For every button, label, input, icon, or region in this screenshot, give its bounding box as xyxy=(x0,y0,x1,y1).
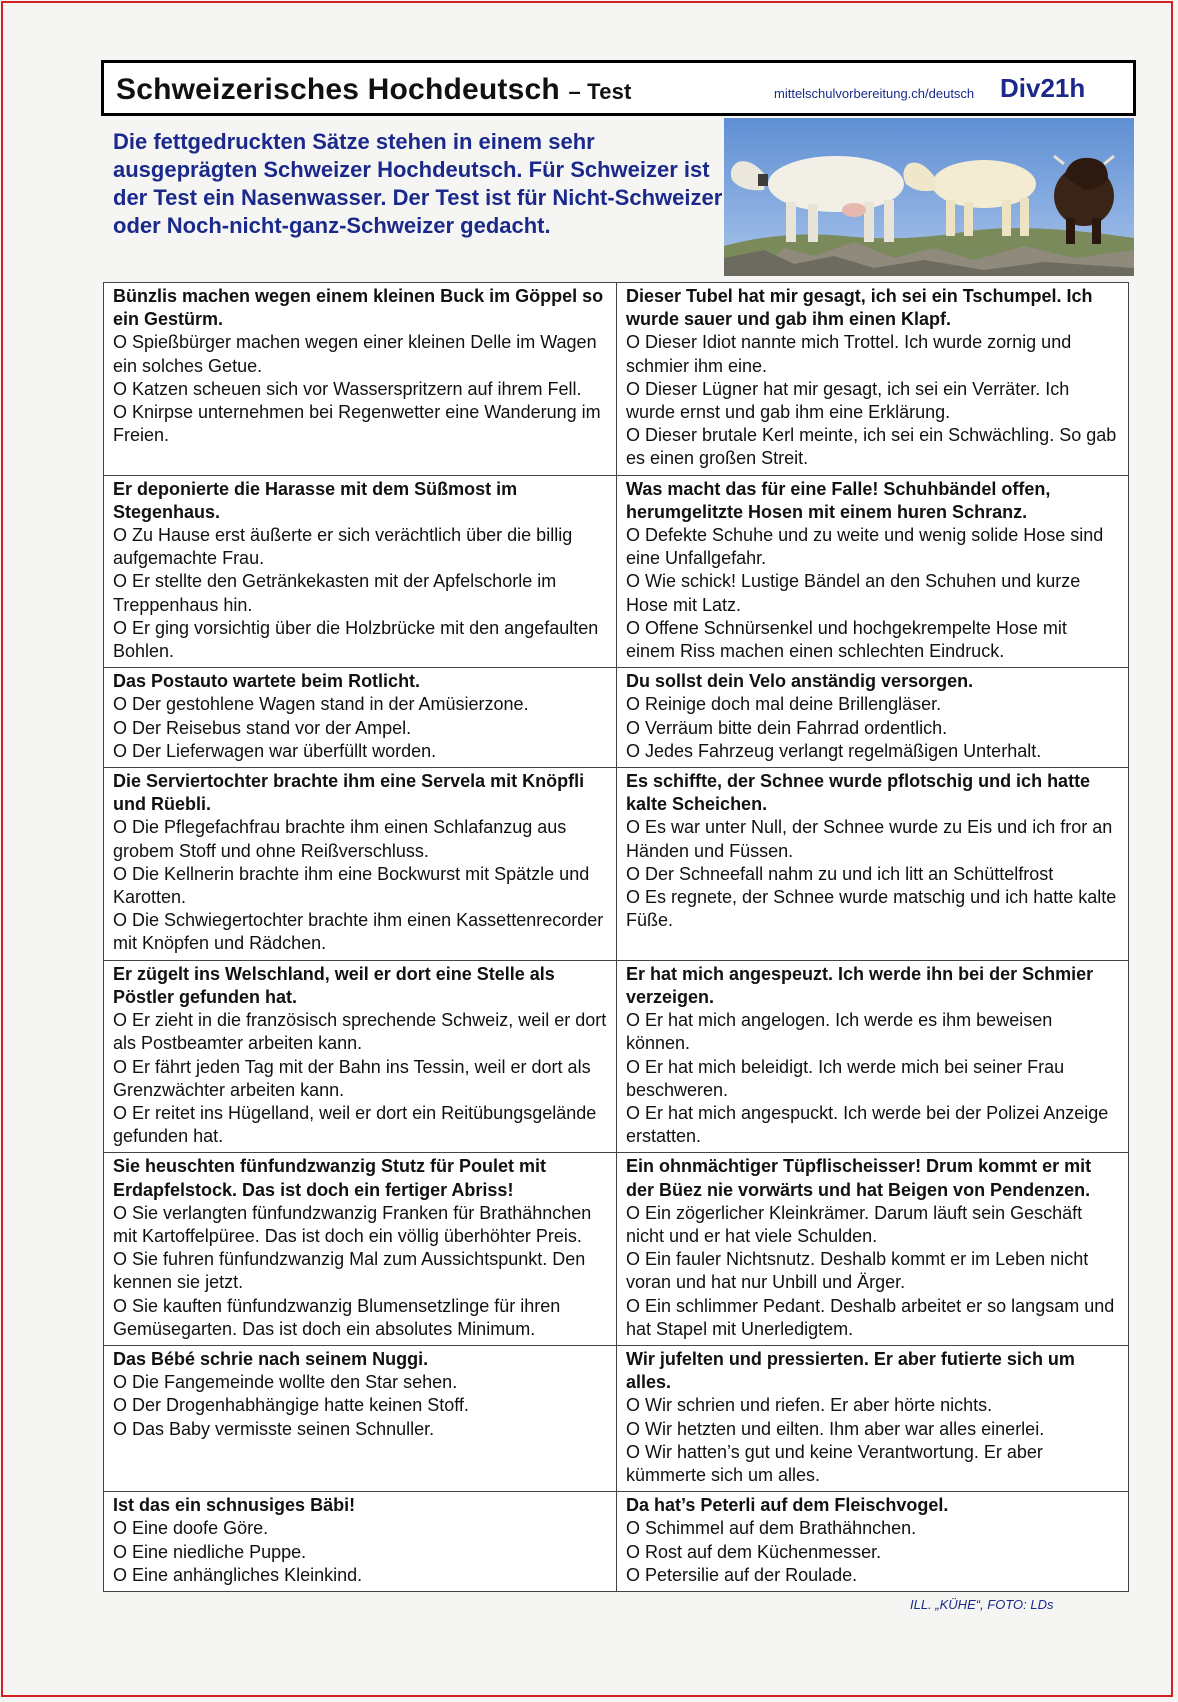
answer-option[interactable]: O Jedes Fahrzeug verlangt regelmäßigen Unterhalt. xyxy=(626,740,1042,761)
quiz-question: Sie heuschten fünfundzwanzig Stutz für Poulet mit Erdapfelstock. Das ist doch ein fertiger Abriss! xyxy=(113,1156,546,1200)
answer-option[interactable]: O Spießbürger machen wegen einer kleinen Delle im Wagen ein solches Getue. xyxy=(113,332,597,376)
answer-option[interactable]: O Er hat mich beleidigt. Ich werde mich bei seiner Frau beschweren. xyxy=(626,1056,1065,1100)
quiz-item xyxy=(616,961,1128,1153)
title-box xyxy=(101,60,1136,116)
answer-option[interactable]: O Dieser Idiot nannte mich Trottel. Ich wurde zornig und schmier ihm eine. xyxy=(626,332,1072,376)
answer-option[interactable]: O Wir schrien und riefen. Er aber hörte nichts. xyxy=(626,1395,993,1416)
quiz-item xyxy=(616,1346,1128,1491)
answer-option[interactable]: O Knirpse unternehmen bei Regenwetter eine Wanderung im Freien. xyxy=(113,402,601,446)
answer-option[interactable]: O Dieser Lügner hat mir gesagt, ich sei ein Verräter. Ich wurde ernst und gab ihm eine Erklärung. xyxy=(626,378,1070,423)
answer-option[interactable]: O Verräum bitte dein Fahrrad ordentlich. xyxy=(626,717,948,738)
quiz-item xyxy=(616,668,1128,767)
worksheet-code: Div21h xyxy=(1000,73,1086,103)
answer-option[interactable]: O Wie schick! Lustige Bändel an den Schuhen und kurze Hose mit Latz. xyxy=(626,571,1081,615)
answer-option[interactable]: O Eine niedliche Puppe. xyxy=(113,1541,307,1562)
answer-option[interactable]: O Ein zögerlicher Kleinkrämer. Darum läuft sein Geschäft nicht und er hat viele Schulden. xyxy=(626,1202,1083,1246)
quiz-row xyxy=(104,960,1128,1153)
quiz-item xyxy=(104,476,616,668)
quiz-table xyxy=(103,282,1129,1592)
quiz-item xyxy=(616,476,1128,668)
answer-option[interactable]: O Das Baby vermisste seinen Schnuller. xyxy=(113,1418,435,1439)
quiz-question: Bünzlis machen wegen einem kleinen Buck im Göppel so ein Gestürm. xyxy=(113,286,604,330)
answer-option[interactable]: O Sie kauften fünfundzwanzig Blumensetzlinge für ihren Gemüsegarten. Das ist doch ein absolutes Minimum. xyxy=(113,1295,561,1339)
answer-option[interactable]: O Katzen scheuen sich vor Wasserspritzern auf ihrem Fell. xyxy=(113,378,582,399)
title-main: Schweizerisches Hochdeutsch xyxy=(116,73,560,106)
answer-option[interactable]: O Defekte Schuhe und zu weite und wenig solide Hose sind eine Unfallgefahr. xyxy=(626,525,1104,569)
answer-option[interactable]: O Er zieht in die französisch sprechende Schweiz, weil er dort als Postbeamter arbeiten kann. xyxy=(113,1010,607,1054)
answer-option[interactable]: O Wir hatten’s gut und keine Verantwortung. Er aber kümmerte sich um alles. xyxy=(626,1441,1043,1485)
quiz-question: Es schiffte, der Schnee wurde pflotschig und ich hatte kalte Scheichen. xyxy=(626,771,1091,815)
answer-option[interactable]: O Eine anhängliches Kleinkind. xyxy=(113,1564,363,1585)
quiz-question: Da hat’s Peterli auf dem Fleischvogel. xyxy=(626,1495,949,1516)
answer-option[interactable]: O Sie fuhren fünfundzwanzig Mal zum Aussichtspunkt. Den kennen sie jetzt. xyxy=(113,1249,586,1293)
quiz-item xyxy=(104,1492,616,1591)
quiz-item xyxy=(104,668,616,767)
quiz-item xyxy=(616,768,1128,960)
photo-credit: ILL. „KÜHE“, FOTO: LDs xyxy=(910,1597,1054,1612)
answer-option[interactable]: O Petersilie auf der Roulade. xyxy=(626,1564,858,1585)
intro-text: Die fettgedruckten Sätze stehen in einem sehr ausgeprägten Schweizer Hochdeutsch. Für Schweizer ist der Test ein Nasenwasser. Der Test ist für Nicht-Schweizer oder Noch-nicht-ganz-Schweizer gedacht. xyxy=(113,129,723,238)
cows-photo xyxy=(724,118,1134,276)
answer-option[interactable]: O Der Schneefall nahm zu und ich litt an Schüttelfrost xyxy=(626,863,1054,884)
answer-option[interactable]: O Schimmel auf dem Brathähnchen. xyxy=(626,1518,917,1539)
quiz-question: Was macht das für eine Falle! Schuhbändel offen, herumgelitzte Hosen mit einem huren Schranz. xyxy=(626,478,1051,522)
quiz-item xyxy=(104,961,616,1153)
page-title xyxy=(116,73,632,107)
quiz-question: Die Serviertochter brachte ihm eine Servela mit Knöpfli und Rüebli. xyxy=(113,771,585,815)
answer-option[interactable]: O Die Schwiegertochter brachte ihm einen Kassettenrecorder mit Knöpfen und Rädchen. xyxy=(113,910,604,954)
answer-option[interactable]: O Ein fauler Nichtsnutz. Deshalb kommt er im Leben nicht voran und hat nur Unbill und Ärger. xyxy=(626,1249,1089,1293)
quiz-item xyxy=(616,283,1128,475)
quiz-question: Du sollst dein Velo anständig versorgen. xyxy=(626,671,974,692)
answer-option[interactable]: O Es regnete, der Schnee wurde matschig und ich hatte kalte Füße. xyxy=(626,887,1117,931)
answer-option[interactable]: O Ein schlimmer Pedant. Deshalb arbeitet er so langsam und hat Stapel mit Unerledigtem. xyxy=(626,1295,1115,1339)
quiz-row xyxy=(104,1152,1128,1345)
quiz-question: Er deponierte die Harasse mit dem Süßmost im Stegenhaus. xyxy=(113,478,518,522)
answer-option[interactable]: O Wir hetzten und eilten. Ihm aber war alles einerlei. xyxy=(626,1418,1045,1439)
quiz-row xyxy=(104,283,1128,475)
answer-option[interactable]: O Der gestohlene Wagen stand in der Amüsierzone. xyxy=(113,694,529,715)
source-url[interactable]: mittelschulvorbereitung.ch/deutsch xyxy=(774,86,975,101)
answer-option[interactable]: O Sie verlangten fünfundzwanzig Franken für Brathähnchen mit Kartoffelpüree. Das ist doch ein völlig überhöhter Preis. xyxy=(113,1202,592,1246)
answer-option[interactable]: O Reinige doch mal deine Brillengläser. xyxy=(626,694,942,715)
answer-option[interactable]: O Der Lieferwagen war überfüllt worden. xyxy=(113,740,437,761)
quiz-question: Das Bébé schrie nach seinem Nuggi. xyxy=(113,1348,429,1369)
answer-option[interactable]: O Er ging vorsichtig über die Holzbrücke mit den angefaulten Bohlen. xyxy=(113,617,599,662)
quiz-row xyxy=(104,767,1128,960)
quiz-question: Dieser Tubel hat mir gesagt, ich sei ein Tschumpel. Ich wurde sauer und gab ihm einen Klapf. xyxy=(626,286,1093,330)
quiz-item xyxy=(104,1346,616,1491)
quiz-question: Er hat mich angespeuzt. Ich werde ihn bei der Schmier verzeigen. xyxy=(626,963,1094,1007)
quiz-row xyxy=(104,1345,1128,1491)
quiz-question: Wir jufelten und pressierten. Er aber futierte sich um alles. xyxy=(626,1348,1075,1393)
quiz-item xyxy=(616,1153,1128,1345)
answer-option[interactable]: O Er hat mich angelogen. Ich werde es ihm beweisen können. xyxy=(626,1010,1053,1054)
answer-option[interactable]: O Die Fangemeinde wollte den Star sehen. xyxy=(113,1372,458,1393)
answer-option[interactable]: O Er fährt jeden Tag mit der Bahn ins Tessin, weil er dort als Grenzwächter arbeiten kann. xyxy=(113,1056,591,1100)
quiz-item xyxy=(104,768,616,960)
answer-option[interactable]: O Eine doofe Göre. xyxy=(113,1518,269,1539)
answer-option[interactable]: O Die Kellnerin brachte ihm eine Bockwurst mit Spätzle und Karotten. xyxy=(113,863,590,908)
answer-option[interactable]: O Er reitet ins Hügelland, weil er dort ein Reitübungsgelände gefunden hat. xyxy=(113,1102,597,1147)
answer-option[interactable]: O Es war unter Null, der Schnee wurde zu Eis und ich fror an Händen und Füssen. xyxy=(626,817,1113,861)
answer-option[interactable]: O Der Drogenhabhängige hatte keinen Stoff. xyxy=(113,1395,469,1416)
quiz-row xyxy=(104,667,1128,767)
answer-option[interactable]: O Rost auf dem Küchenmesser. xyxy=(626,1541,882,1562)
quiz-row xyxy=(104,475,1128,668)
answer-option[interactable]: O Zu Hause erst äußerte er sich verächtlich über die billig aufgemachte Frau. xyxy=(113,525,573,569)
answer-option[interactable]: O Die Pflegefachfrau brachte ihm einen Schlafanzug aus grobem Stoff und ohne Reißverschluss. xyxy=(113,817,567,861)
quiz-item xyxy=(104,283,616,475)
answer-option[interactable]: O Er hat mich angespuckt. Ich werde bei der Polizei Anzeige erstatten. xyxy=(626,1102,1109,1147)
answer-option[interactable]: O Er stellte den Getränkekasten mit der Apfelschorle im Treppenhaus hin. xyxy=(113,571,557,615)
title-suffix: – Test xyxy=(568,79,632,104)
quiz-question: Das Postauto wartete beim Rotlicht. xyxy=(113,671,421,692)
quiz-item xyxy=(616,1492,1128,1591)
answer-option[interactable]: O Dieser brutale Kerl meinte, ich sei ein Schwächling. So gab es einen großen Streit. xyxy=(626,425,1117,469)
quiz-question: Er zügelt ins Welschland, weil er dort eine Stelle als Pöstler gefunden hat. xyxy=(113,963,555,1007)
quiz-item xyxy=(104,1153,616,1345)
answer-option[interactable]: O Der Reisebus stand vor der Ampel. xyxy=(113,717,412,738)
quiz-row xyxy=(104,1491,1128,1591)
quiz-question: Ist das ein schnusiges Bäbi! xyxy=(113,1495,356,1516)
quiz-question: Ein ohnmächtiger Tüpflischeisser! Drum kommt er mit der Büez nie vorwärts und hat Beigen von Pendenzen. xyxy=(626,1156,1092,1200)
answer-option[interactable]: O Offene Schnürsenkel und hochgekrempelte Hose mit einem Riss machen einen schlechten Eindruck. xyxy=(626,617,1067,662)
